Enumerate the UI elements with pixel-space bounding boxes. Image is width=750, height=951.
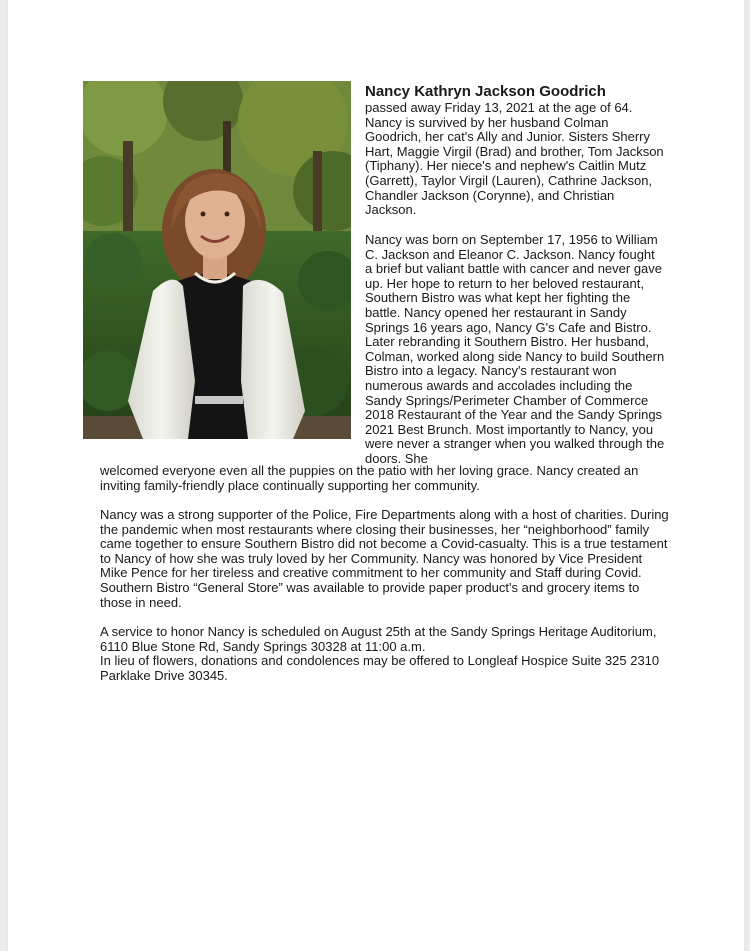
deceased-name: Nancy Kathryn Jackson Goodrich <box>365 83 606 100</box>
donations-details: In lieu of flowers, donations and condolences may be offered to Longleaf Hospice Suite 325 2310 Parklake Drive 30345. <box>100 653 660 683</box>
portrait-photo <box>83 81 351 439</box>
biography-paragraph-continued: welcomed everyone even all the puppies on the patio with her loving grace. Nancy created an inviting family-friendly place continually supporting her community. <box>100 463 639 493</box>
community-paragraph: Nancy was a strong supporter of the Police, Fire Departments along with a host of charities. During the pandemic when most restaurants where closing their businesses, her “neighborhood” family came together to ensure Southern Bistro did not become a Covid-casualty. This is a true testament to Nancy of how she was truly loved by her Community. Nancy was honored by Vice President Mike Pence for her tireless and creative commitment to her community and Staff during Covid. Southern Bistro “General Store” was available to provide paper product's and grocery items to those in need. <box>100 507 669 610</box>
document-page <box>8 0 744 951</box>
survivors-paragraph: passed away Friday 13, 2021 at the age of 64. Nancy is survived by her husband Colman Goodrich, her cat's Ally and Junior. Sisters Sherry Hart, Maggie Virgil (Brad) and brother, Tom Jackson (Tiphany). Her niece's and nephew's Caitlin Mutz (Garrett), Taylor Virgil (Lauren), Cathrine Jackson, Chandler Jackson (Corynne), and Christian Jackson. <box>365 100 664 218</box>
service-paragraph <box>100 625 670 683</box>
biography-paragraph: Nancy was born on September 17, 1956 to William C. Jackson and Eleanor C. Jackson. Nancy fought a brief but valiant battle with cancer and never gave up. Her hope to return to her beloved restaurant, Southern Bistro was what kept her fighting the battle. Nancy opened her restaurant in Sandy Springs 16 years ago, Nancy G's Cafe and Bistro. Later rebranding it Southern Bistro. Her husband, Colman, worked along side Nancy to build Southern Bistro into a legacy. Nancy's restaurant won numerous awards and accolades including the Sandy Springs/Perimeter Chamber of Commerce 2018 Restaurant of the Year and the Sandy Springs 2021 Best Brunch. Most importantly to Nancy, you were never a stranger when you walked through the doors. She <box>365 232 665 466</box>
service-details: A service to honor Nancy is scheduled on August 25th at the Sandy Springs Heritage Auditorium, 6110 Blue Stone Rd, Sandy Springs 30328 at 11:00 a.m. <box>100 624 657 654</box>
